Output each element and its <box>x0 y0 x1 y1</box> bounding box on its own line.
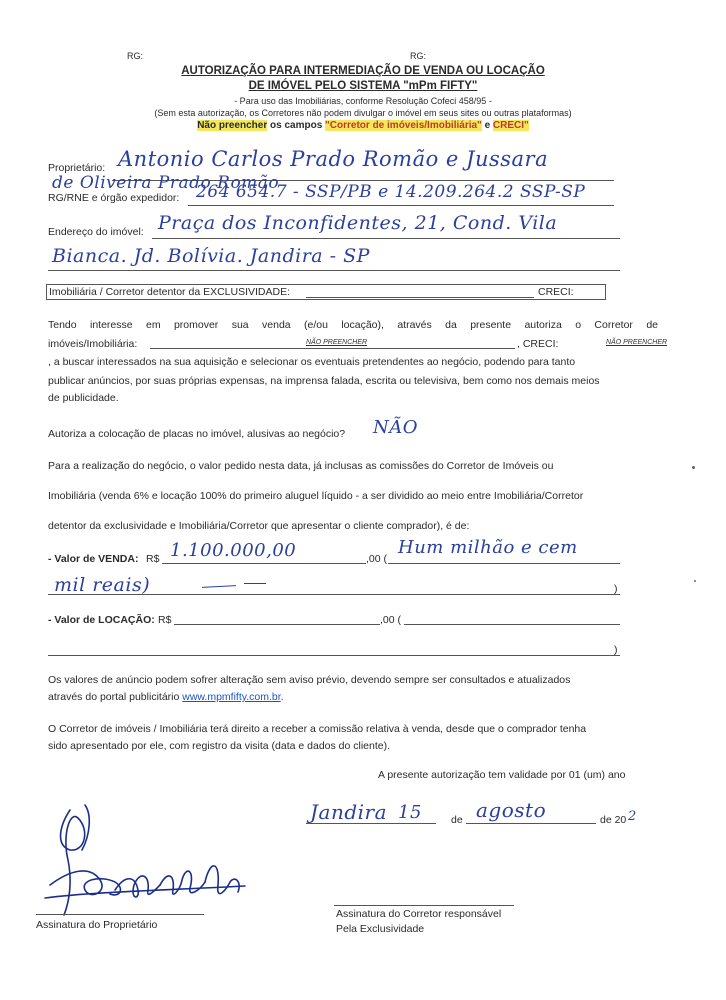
sale-words-line1: Hum milhão e cem <box>398 537 578 558</box>
owner-value-line1: Antonio Carlos Prado Romão e Jussara <box>118 147 549 171</box>
rg-left-label: RG: <box>127 51 144 61</box>
owner-value-line2: de Oliveira Prado Romão <box>52 173 280 193</box>
scan-speck <box>692 466 695 469</box>
date-year-prefix: de 20 <box>600 814 627 826</box>
rent-currency: R$ <box>158 614 172 626</box>
warning-part-3: "Corretor de imóveis/Imobiliária" <box>325 120 482 131</box>
date-city-underline <box>306 823 436 824</box>
rg-label: RG/RNE e órgão expedidor: <box>48 192 180 204</box>
date-day: 15 <box>398 802 422 823</box>
owner-signature-label: Assinatura do Proprietário <box>36 919 158 931</box>
broker-signature-line <box>334 905 514 906</box>
rent-words-underline-1 <box>404 624 620 625</box>
warning-part-5: CRECI" <box>492 120 529 131</box>
scan-speck <box>694 580 696 582</box>
address-underline-1 <box>152 238 620 239</box>
paragraph1-not-fill-2: NÃO PREENCHER <box>606 339 668 346</box>
exclusivity-label: Imobiliária / Corretor detentor da EXCLUSIVIDADE: <box>49 286 291 298</box>
form-subtitle-2: (Sem esta autorização, os Corretores não podem divulgar o imóvel em seus sites ou outras plataformas) <box>154 108 572 118</box>
warning-part-1: Não preencher <box>197 120 268 131</box>
form-subtitle-1: - Para uso das Imobiliárias, conforme Resolução Cofeci 458/95 - <box>234 96 492 106</box>
rent-words-underline-2 <box>48 655 620 656</box>
rg-underline <box>188 205 614 206</box>
owner-signature-line <box>36 914 204 915</box>
paragraph2-line1: Para a realização do negócio, o valor pedido nesta data, já inclusas as comissões do Corretor de Imóveis ou <box>48 460 554 472</box>
sale-words-dash-1 <box>202 585 236 588</box>
notice-line2-suffix: . <box>280 691 284 703</box>
address-label: Endereço do imóvel: <box>48 226 144 238</box>
rent-cents: ,00 ( <box>380 614 402 626</box>
sale-close-paren: ) <box>614 583 618 595</box>
signs-answer: NÃO <box>373 417 419 438</box>
commission-line1: O Corretor de imóveis / Imobiliária terá direito a receber a comissão relativa à venda, desde que o comprador tenha <box>48 723 587 735</box>
address-value-line1: Praça dos Inconfidentes, 21, Cond. Vila <box>158 212 558 234</box>
sale-value-underline <box>162 563 366 564</box>
sale-value: 1.100.000,00 <box>170 540 297 561</box>
date-month: agosto <box>476 798 547 822</box>
sale-currency: R$ <box>146 553 160 565</box>
date-city: Jandira <box>310 800 388 824</box>
paragraph1-line1: Tendo interesse em promover sua venda (e/ou locação), através da presente autoriza o Corretor de <box>48 319 658 331</box>
date-month-underline <box>466 823 596 824</box>
rent-value-underline <box>174 624 380 625</box>
paragraph1-line3: , a buscar interessados na sua aquisição e selecionar os eventuais pretendentes ao negócio, podendo para tanto <box>48 356 576 368</box>
owner-signature <box>30 790 250 920</box>
paragraph1-line5: de publicidade. <box>48 392 119 404</box>
rent-close-paren: ) <box>614 644 618 656</box>
portal-link[interactable]: www.mpmfifty.com.br <box>182 691 281 703</box>
owner-label: Proprietário: <box>48 162 106 174</box>
sale-words-underline-2 <box>48 594 620 595</box>
date-year-suffix: 2 <box>628 809 637 824</box>
sale-words-dash-2 <box>244 583 266 584</box>
paragraph1-broker-underline <box>150 348 515 349</box>
rg-right-label: RG: <box>410 51 427 61</box>
sale-words-underline-1 <box>388 563 620 564</box>
broker-signature-label-1: Assinatura do Corretor responsável <box>336 908 502 920</box>
exclusivity-underline <box>306 297 534 298</box>
address-value-line2: Bianca. Jd. Bolívia. Jandira - SP <box>52 245 370 267</box>
warning-part-4: e <box>481 120 493 131</box>
paragraph1-line4: publicar anúncios, por suas próprias expensas, na imprensa falada, escrita ou televisiva, bem como nos demais meios <box>48 375 600 387</box>
commission-line2: sido apresentado por ele, com registro da visita (data e dados do cliente). <box>48 740 391 752</box>
paragraph2-line3: detentor da exclusividade e Imobiliária/Corretor que apresentar o cliente comprador), é de: <box>48 520 470 532</box>
address-underline-2 <box>48 270 620 271</box>
warning-part-2: os campos <box>267 120 326 131</box>
paragraph1-creci-label: , CRECI: <box>517 338 559 350</box>
paragraph1-not-fill-1: NÃO PREENCHER <box>306 339 368 346</box>
signs-question: Autoriza a colocação de placas no imóvel, alusivas ao negócio? <box>48 428 346 440</box>
date-de: de <box>451 814 463 826</box>
fill-warning <box>0 120 726 131</box>
form-title-line1: AUTORIZAÇÃO PARA INTERMEDIAÇÃO DE VENDA OU LOCAÇÃO <box>181 65 545 77</box>
notice-line2-prefix: através do portal publicitário <box>48 691 183 703</box>
form-title-line2: DE IMÓVEL PELO SISTEMA "mPm FIFTY" <box>248 80 478 92</box>
sale-words-line2: mil reais) <box>54 574 151 596</box>
notice-line1: Os valores de anúncio podem sofrer alteração sem aviso prévio, devendo sempre ser consultados e atualizados <box>48 674 571 686</box>
sale-cents: ,00 ( <box>366 553 388 565</box>
rg-value: 264 654.7 - SSP/PB e 14.209.264.2 SSP-SP <box>196 182 586 202</box>
notice-line2 <box>48 690 284 704</box>
rent-label: - Valor de LOCAÇÃO: <box>48 614 155 626</box>
validity-text: A presente autorização tem validade por 01 (um) ano <box>378 769 626 781</box>
broker-signature-label-2: Pela Exclusividade <box>336 923 425 935</box>
paragraph1-broker-label: imóveis/Imobiliária: <box>48 338 138 350</box>
exclusivity-creci-label: CRECI: <box>538 286 574 298</box>
sale-label: - Valor de VENDA: <box>48 553 139 565</box>
paragraph2-line2: Imobiliária (venda 6% e locação 100% do primeiro aluguel líquido - a ser dividido ao meio entre Imobiliária/Corretor <box>48 490 584 502</box>
